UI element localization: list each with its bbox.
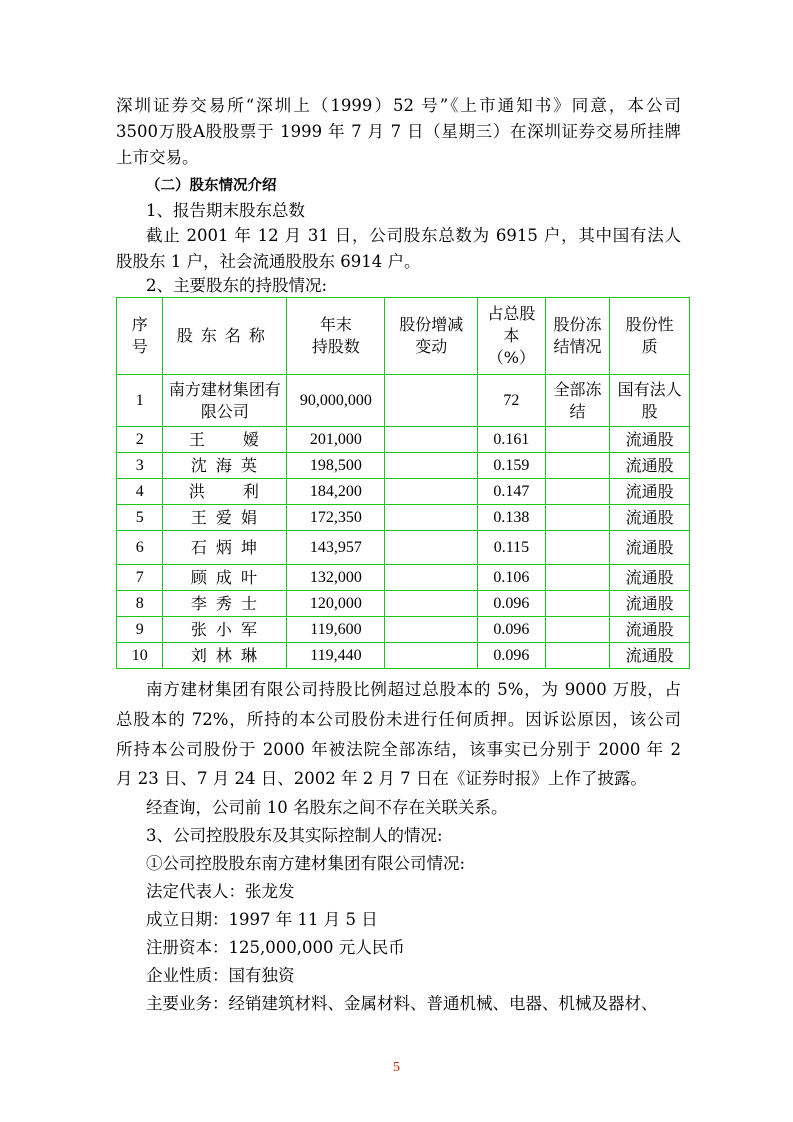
header-seq: 序 号 [117,298,163,375]
para-listing-line2: 3500万股A股股票于 1999 年 7 月 7 日（星期三）在深圳证券交易所挂牌 [116,122,681,141]
table-row [117,479,690,505]
cell-percent: 0.159 [478,453,546,479]
cell-name: 张 小 军 [163,617,287,643]
cell-seq: 1 [117,375,163,427]
header-percent: 占总股 本 （%） [478,298,546,375]
cell-frozen [545,591,610,617]
cell-percent: 0.096 [478,643,546,669]
controller-business: 主要业务：经销建筑材料、金属材料、普通机械、电器、机械及器材、 [146,994,658,1013]
cell-nature: 流通股 [610,591,690,617]
cell-name: 王 嫒 [163,427,287,453]
cell-percent: 0.147 [478,479,546,505]
controller-heading: ①公司控股股东南方建材集团有限公司情况: [146,854,466,873]
cell-seq: 8 [117,591,163,617]
cell-seq: 10 [117,643,163,669]
cell-name: 沈 海 英 [163,453,287,479]
cell-frozen [545,565,610,591]
cell-name: 顾 成 叶 [163,565,287,591]
header-shares: 年末 持股数 [287,298,385,375]
cell-name: 石 炳 坤 [163,531,287,565]
controller-legal-rep: 法定代表人：张龙发 [146,882,295,901]
cell-shares: 198,500 [287,453,385,479]
cell-nature: 流通股 [610,617,690,643]
para-related: 经查询，公司前 10 名股东之间不存在关联关系。 [146,798,508,817]
cell-shares: 172,350 [287,505,385,531]
cell-seq: 7 [117,565,163,591]
cell-nature: 流通股 [610,453,690,479]
cell-percent: 0.106 [478,565,546,591]
cell-shares: 184,200 [287,479,385,505]
cell-shares: 119,600 [287,617,385,643]
cell-change [385,427,478,453]
cell-name: 南方建材集团有限公司 [163,375,287,427]
cell-nature: 流通股 [610,479,690,505]
cell-change [385,375,478,427]
para-pledge-line1: 南方建材集团有限公司持股比例超过总股本的 5%，为 9000 万股，占 [146,680,681,699]
cell-seq: 3 [117,453,163,479]
cell-frozen: 全部冻结 [545,375,610,427]
cell-name: 王 爱 娟 [163,505,287,531]
section-heading: （二）股东情况介绍 [146,178,277,194]
cell-shares: 143,957 [287,531,385,565]
cell-change [385,565,478,591]
cell-change [385,479,478,505]
subsection-1-heading: 1、报告期末股东总数 [146,201,305,220]
cell-nature: 流通股 [610,427,690,453]
header-nature: 股份性 质 [610,298,690,375]
table-row [117,427,690,453]
para-holders-line2: 股股东 1 户，社会流通股股东 6914 户。 [116,252,421,271]
cell-frozen [545,643,610,669]
cell-shares: 119,440 [287,643,385,669]
cell-frozen [545,427,610,453]
cell-change [385,591,478,617]
table-row [117,453,690,479]
header-name: 股东名称 [163,298,287,375]
table-row [117,591,690,617]
cell-change [385,453,478,479]
header-frozen: 股份冻 结情况 [545,298,610,375]
cell-change [385,643,478,669]
cell-change [385,531,478,565]
controller-founded: 成立日期：1997 年 11 月 5 日 [146,910,378,929]
cell-change [385,505,478,531]
table-row [117,505,690,531]
controller-nature: 企业性质：国有独资 [146,966,295,985]
cell-nature: 流通股 [610,643,690,669]
cell-seq: 5 [117,505,163,531]
cell-percent: 0.161 [478,427,546,453]
table-row [117,617,690,643]
header-change: 股份增减 变动 [385,298,478,375]
cell-percent: 0.096 [478,591,546,617]
cell-frozen [545,531,610,565]
cell-shares: 120,000 [287,591,385,617]
cell-nature: 流通股 [610,531,690,565]
table-row [117,531,690,565]
para-pledge-line4: 月 23 日、7 月 24 日、2002 年 2 月 7 日在《证券时报》上作了披露。 [116,769,647,788]
cell-shares: 90,000,000 [287,375,385,427]
para-holders-line1: 截止 2001 年 12 月 31 日，公司股东总数为 6915 户，其中国有法人 [146,226,681,245]
table-header-row [117,298,690,375]
page-number: 5 [393,1060,400,1075]
table-row [117,643,690,669]
cell-seq: 9 [117,617,163,643]
cell-frozen [545,617,610,643]
para-pledge-line3: 所持本公司股份于 2000 年被法院全部冻结，该事实已分别于 2000 年 2 [116,740,681,759]
cell-name: 李 秀 士 [163,591,287,617]
cell-frozen [545,505,610,531]
cell-name: 洪 利 [163,479,287,505]
cell-frozen [545,453,610,479]
para-pledge-line2: 总股本的 72%，所持的本公司股份未进行任何质押。因诉讼原因，该公司 [116,710,681,729]
cell-percent: 0.115 [478,531,546,565]
para-listing-line3: 上市交易。 [116,148,199,167]
cell-frozen [545,479,610,505]
cell-name: 刘 林 琳 [163,643,287,669]
cell-percent: 0.096 [478,617,546,643]
subsection-2-heading: 2、主要股东的持股情况: [146,276,328,295]
table-row [117,375,690,427]
cell-seq: 4 [117,479,163,505]
cell-seq: 2 [117,427,163,453]
cell-nature: 流通股 [610,505,690,531]
cell-percent: 72 [478,375,546,427]
table-row [117,565,690,591]
para-listing-line1: 深圳证券交易所“深圳上（1999）52 号”《上市通知书》同意，本公司 [116,96,681,115]
cell-seq: 6 [117,531,163,565]
cell-shares: 201,000 [287,427,385,453]
controller-capital: 注册资本：125,000,000 元人民币 [146,938,405,957]
cell-percent: 0.138 [478,505,546,531]
cell-nature: 国有法人股 [610,375,690,427]
subsection-3-heading: 3、公司控股股东及其实际控制人的情况: [146,826,443,845]
cell-change [385,617,478,643]
shareholder-table [116,297,690,669]
cell-nature: 流通股 [610,565,690,591]
cell-shares: 132,000 [287,565,385,591]
